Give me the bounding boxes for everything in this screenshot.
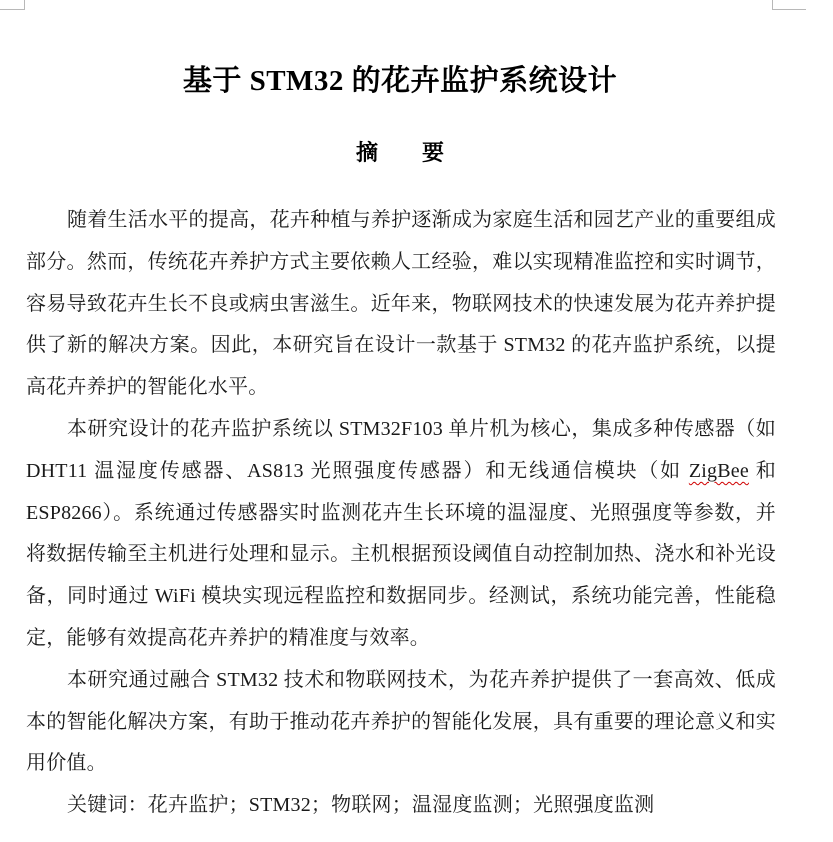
abstract-heading-char-1: 摘 <box>355 140 378 165</box>
paragraph-text-before: 本研究设计的花卉监护系统以 STM32F103 单片机为核心，集成多种传感器（如 DHT11 温湿度传感器、AS813 光照强度传感器）和无线通信模块（如 <box>26 417 776 482</box>
abstract-paragraph-design[interactable] <box>26 409 776 660</box>
keywords-line[interactable]: 关键词：花卉监护；STM32；物联网；温湿度监测；光照强度监测 <box>67 794 655 817</box>
abstract-body[interactable] <box>26 200 776 827</box>
paragraph-text-after: 和 ESP8266）。系统通过传感器实时监测花卉生长环境的温湿度、光照强度等参数，并将数据传输至主机进行处理和显示。主机根据预设阈值自动控制加热、浇水和补光设备，同时通过 WiFi 模块实现远程监控和数据同步。经测试，系统功能完善，性能稳定，能够有效提高花卉养护的精准度与效率。 <box>26 459 777 649</box>
page-title: 基于 STM32 的花卉监护系统设计 <box>182 65 618 98</box>
page-corner-mark-top-left <box>0 0 25 10</box>
abstract-heading-char-2: 要 <box>422 140 445 165</box>
spell-check-flagged-word[interactable]: ZigBee <box>688 459 749 482</box>
abstract-heading <box>0 136 800 170</box>
page-corner-mark-top-right <box>772 0 806 10</box>
abstract-paragraph-conclusion[interactable]: 本研究通过融合 STM32 技术和物联网技术，为花卉养护提供了一套高效、低成本的智能化解决方案，有助于推动花卉养护的智能化发展，具有重要的理论意义和实用价值。 <box>26 668 776 775</box>
abstract-paragraph-background[interactable]: 随着生活水平的提高，花卉种植与养护逐渐成为家庭生活和园艺产业的重要组成部分。然而，传统花卉养护方式主要依赖人工经验，难以实现精准监控和实时调节，容易导致花卉生长不良或病虫害滋生。近年来，物联网技术的快速发展为花卉养护提供了新的解决方案。因此，本研究旨在设计一款基于 STM32 的花卉监护系统，以提高花卉养护的智能化水平。 <box>26 209 776 399</box>
